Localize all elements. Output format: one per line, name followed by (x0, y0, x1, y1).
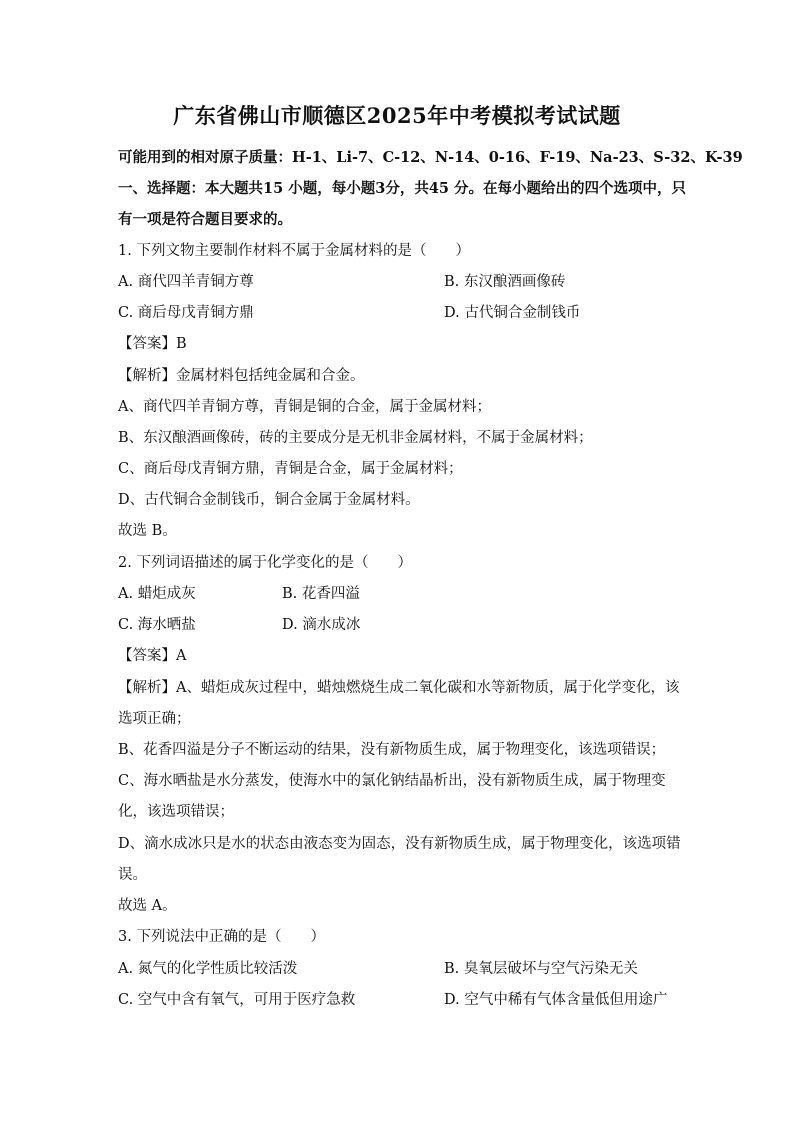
q2-analysis-line: B、花香四溢是分子不断运动的结果，没有新物质生成，属于物理变化，该选项错误； (118, 742, 666, 758)
q1-option-d: D. 古代铜合金制钱币 (444, 305, 581, 321)
q2-analysis-line: C、海水晒盐是水分蒸发，使海水中的氯化钠结晶析出，没有新物质生成，属于物理变 (118, 773, 666, 789)
q3-option-b: B. 臭氧层破坏与空气污染无关 (444, 961, 638, 977)
q1-analysis-line: D、古代铜合金制钱币，铜合金属于金属材料。 (118, 492, 420, 508)
q1-analysis-line: B、东汉酿酒画像砖，砖的主要成分是无机非金属材料，不属于金属材料； (118, 430, 593, 446)
q2-analysis-line: 误。 (118, 867, 147, 883)
q1-answer: 【答案】B (118, 336, 187, 352)
q1-option-a: A. 商代四羊青铜方尊 (118, 274, 254, 290)
q2-answer: 【答案】A (118, 648, 187, 664)
q1-option-c: C. 商后母戊青铜方鼎 (118, 305, 254, 321)
atomic-masses-line: 可能用到的相对原子质量：H-1、Li-7、C-12、N-14、0-16、F-19、Na-23、S-32、K-39 (118, 149, 743, 166)
q1-analysis-line: A、商代四羊青铜方尊，青铜是铜的合金，属于金属材料； (118, 399, 491, 415)
q2-conclusion: 故选 A。 (118, 898, 177, 914)
q3-option-d: D. 空气中稀有气体含量低但用途广 (444, 992, 668, 1008)
q2-analysis-line: 【解析】A、蜡炬成灰过程中，蜡烛燃烧生成二氧化碳和水等新物质，属于化学变化，该 (118, 680, 680, 696)
q2-option-d: D. 滴水成冰 (282, 617, 361, 633)
q3-stem: 3. 下列说法中正确的是（ ） (118, 929, 325, 945)
q2-stem: 2. 下列词语描述的属于化学变化的是（ ） (118, 555, 412, 571)
q2-analysis-line: 选项正确； (118, 711, 191, 727)
q2-analysis-line: 化，该选项错误； (118, 804, 234, 820)
q2-option-a: A. 蜡炬成灰 (118, 586, 196, 602)
q1-analysis-line: C、商后母戊青铜方鼎，青铜是合金，属于金属材料； (118, 461, 463, 477)
page-title: 广东省佛山市顺德区2025年中考模拟考试试题 (173, 103, 621, 128)
q2-option-c: C. 海水晒盐 (118, 617, 196, 633)
q2-analysis-line: D、滴水成冰只是水的状态由液态变为固态，没有新物质生成，属于物理变化，该选项错 (118, 836, 681, 852)
q1-analysis-line: 【解析】金属材料包括纯金属和合金。 (118, 368, 365, 384)
q1-stem: 1. 下列文物主要制作材料不属于金属材料的是（ ） (118, 243, 470, 259)
q3-option-c: C. 空气中含有氧气，可用于医疗急救 (118, 992, 356, 1008)
q3-option-a: A. 氮气的化学性质比较活泼 (118, 961, 298, 977)
section-heading-line-2: 有一项是符合题目要求的。 (118, 211, 292, 228)
q1-option-b: B. 东汉酿酒画像砖 (444, 274, 566, 290)
section-heading-line-1: 一、选择题：本大题共15 小题，每小题3分，共45 分。在每小题给出的四个选项中，只 (118, 180, 687, 197)
q2-option-b: B. 花香四溢 (282, 586, 360, 602)
q1-conclusion: 故选 B。 (118, 523, 177, 539)
